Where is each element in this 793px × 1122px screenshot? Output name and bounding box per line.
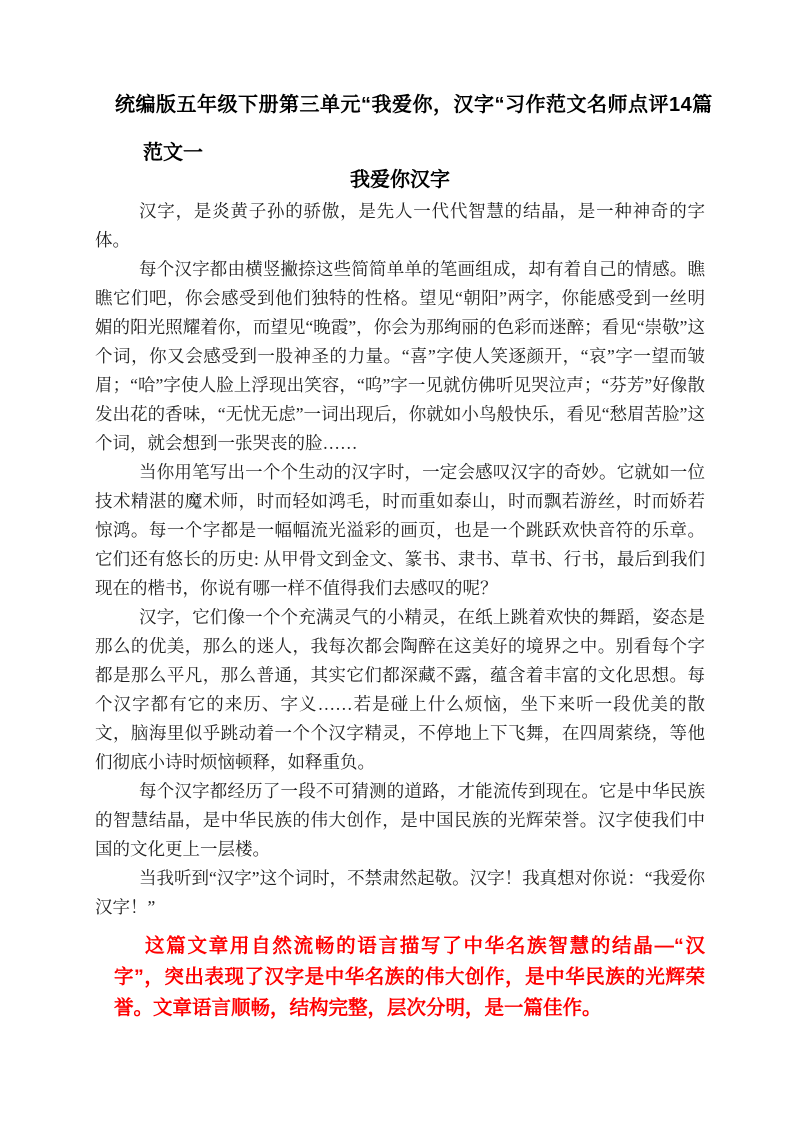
document-content [95,92,713,1024]
essay-paragraph-2: 每个汉字都由横竖撇捺这些简简单单的笔画组成，却有着自己的情感。瞧瞧它们吧，你会感受到他们独特的性格。望见“朝阳”两字，你能感受到一丝明媚的阳光照耀着你，而望见“晚霞”，你会为那绚丽的色彩而迷醉；看见“崇敬”这个词，你又会感受到一股神圣的力量。“喜”字使人笑逐颜开，“哀”字一望而皱眉；“哈”字使人脸上浮现出笑容，“呜”字一见就仿佛听见哭泣声；“芬芳”好像散发出花的香味，“无忧无虑”一词出现后，你就如小鸟般快乐，看见“愁眉苦脸”这个词，就会想到一张哭丧的脸…… [95,259,705,453]
essay-paragraph-1: 汉字，是炎黄子孙的骄傲，是先人一代代智慧的结晶，是一种神奇的字体。 [95,201,705,250]
teacher-comment: 这篇文章用自然流畅的语言描写了中华名族智慧的结晶—“汉字”，突出表现了汉字是中华名族的伟大创作，是中华民族的光辉荣誉。文章语言顺畅，结构完整，层次分明，是一篇佳作。 [114,935,705,1019]
essay-paragraph-5: 每个汉字都经历了一段不可猜测的道路，才能流传到现在。它是中华民族的智慧结晶，是中华民族的伟大创作，是中国民族的光辉荣誉。汉字使我们中国的文化更上一层楼。 [95,781,705,859]
document-title: 统编版五年级下册第三单元“我爱你，汉字“习作范文名师点评14篇 [115,94,713,116]
essay-paragraph-6: 当我听到“汉字”这个词时，不禁肃然起敬。汉字！我真想对你说：“我爱你汉字！” [95,868,705,917]
essay-paragraph-3: 当你用笔写出一个个生动的汉字时，一定会感叹汉字的奇妙。它就如一位技术精湛的魔术师，时而轻如鸿毛，时而重如泰山，时而飘若游丝，时而娇若惊鸿。每一个字都是一幅幅流光溢彩的画页，也是一个跳跃欢快音符的乐章。它们还有悠长的历史: 从甲骨文到金文、篆书、隶书、草书、行书，最后到我们现在的楷书，你说有哪一样不值得我们去感叹的呢？ [95,462,705,598]
essay-title: 我爱你汉字 [350,169,450,191]
essay-paragraph-4: 汉字，它们像一个个充满灵气的小精灵，在纸上跳着欢快的舞蹈，姿态是那么的优美，那么的迷人，我每次都会陶醉在这美好的境界之中。别看每个字都是那么平凡，那么普通，其实它们都深藏不露，蕴含着丰富的文化思想。每个汉字都有它的来历、字义……若是碰上什么烦恼，坐下来听一段优美的散文，脑海里似乎跳动着一个个汉字精灵，不停地上下飞舞，在四周萦绕，等他们彻底小诗时烦恼顿释，如释重负。 [95,607,705,772]
section-label: 范文一 [143,142,203,164]
